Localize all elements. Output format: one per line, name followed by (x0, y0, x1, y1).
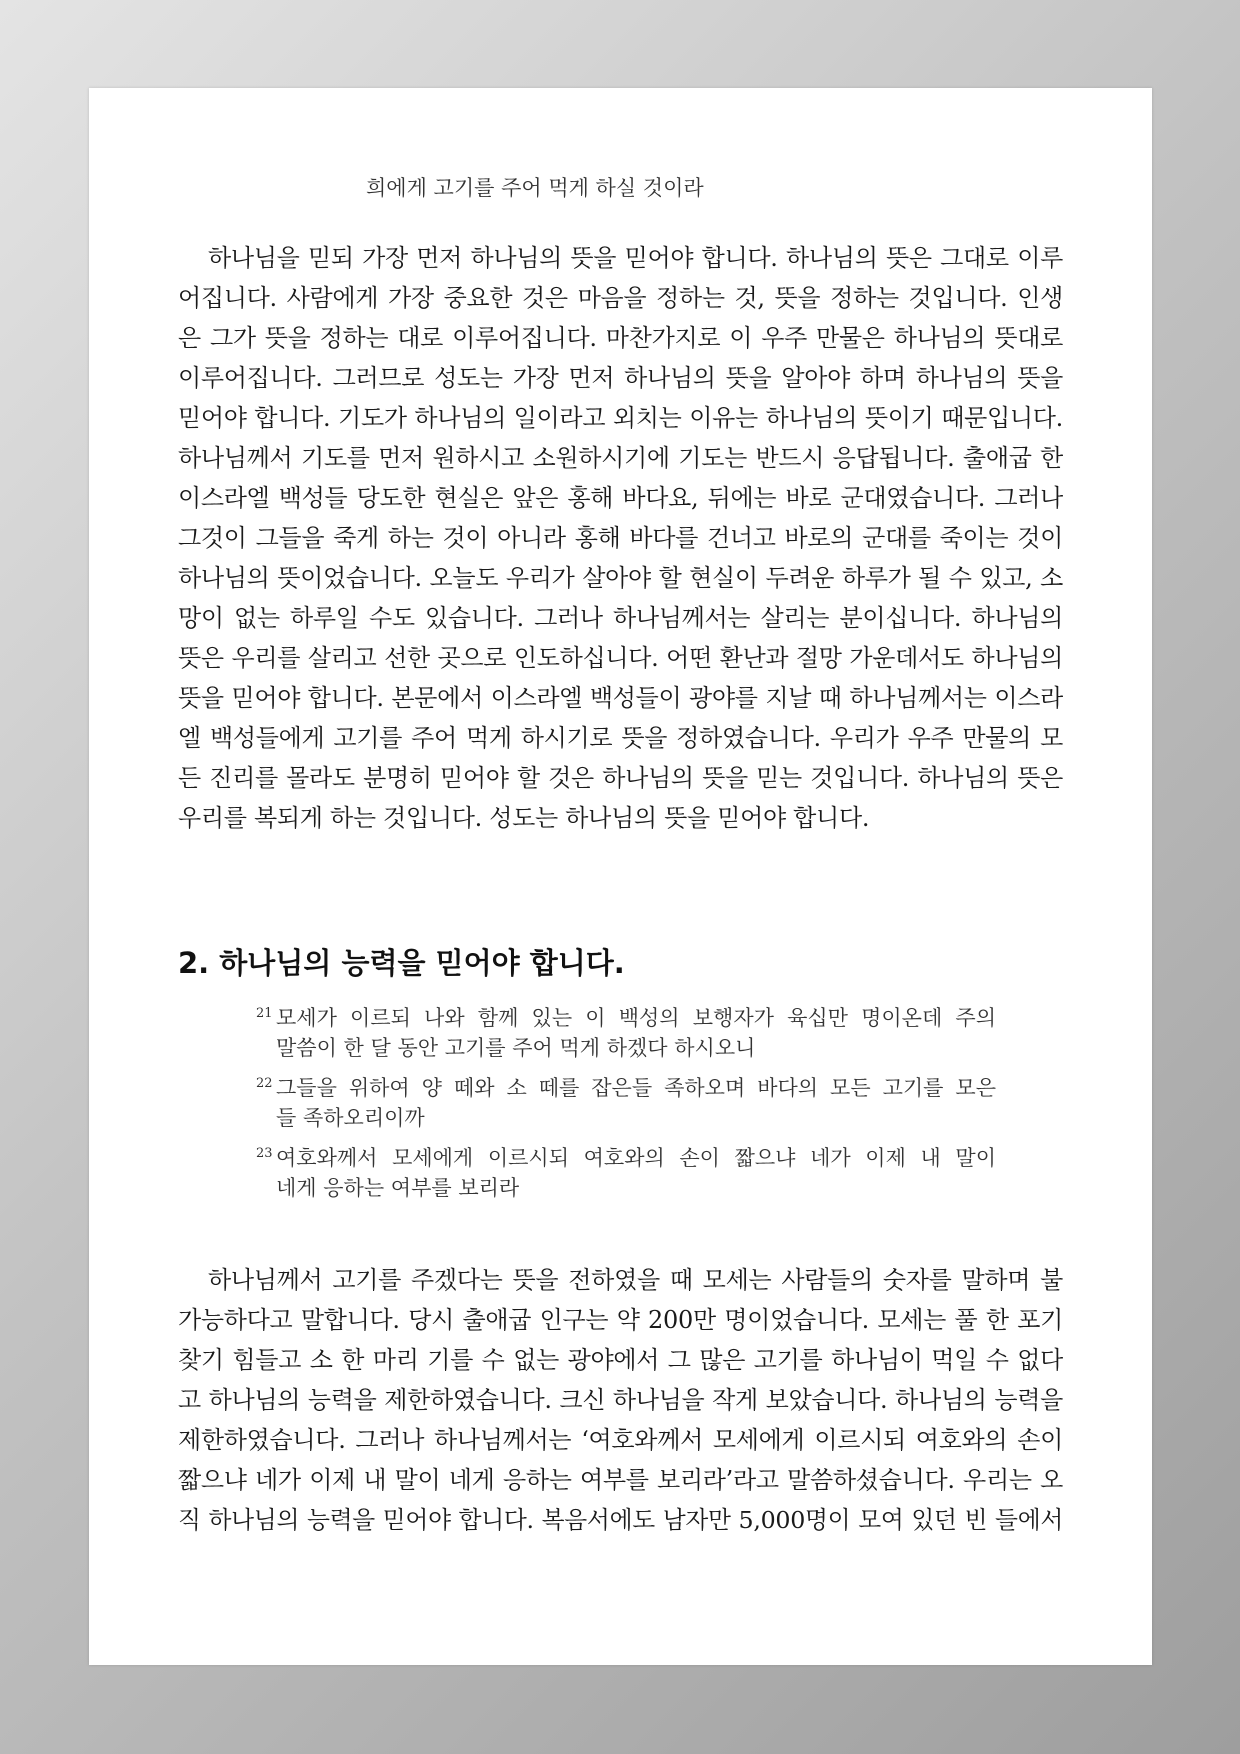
verse-number: 22 (256, 1076, 273, 1091)
paragraph-line: 망이 없는 하루일 수도 있습니다. 그러나 하나님께서는 살리는 분이십니다. 하나님의 (178, 604, 1063, 632)
paragraph-line: 우리를 복되게 하는 것입니다. 성도는 하나님의 뜻을 믿어야 합니다. (178, 804, 870, 832)
paragraph-line: 제한하였습니다. 그러나 하나님께서는 ‘여호와께서 모세에게 이르시되 여호와의 손이 (178, 1426, 1063, 1454)
paragraph-line: 어집니다. 사람에게 가장 중요한 것은 마음을 정하는 것, 뜻을 정하는 것입니다. 인생 (178, 284, 1063, 312)
verse (256, 1073, 996, 1133)
paragraph-line: 은 그가 뜻을 정하는 대로 이루어집니다. 마찬가지로 이 우주 만물은 하나님의 뜻대로 (178, 324, 1063, 352)
paragraph-line: 엘 백성들에게 고기를 주어 먹게 하시기로 뜻을 정하였습니다. 우리가 우주 만물의 모 (178, 724, 1063, 752)
paragraph-1 (178, 238, 1063, 838)
paragraph-line: 가능하다고 말합니다. 당시 출애굽 인구는 약 200만 명이었습니다. 모세는 풀 한 포기 (178, 1306, 1063, 1334)
scripture-quote (256, 1003, 996, 1213)
paragraph-line: 든 진리를 몰라도 분명히 믿어야 할 것은 하나님의 뜻을 믿는 것입니다. 하나님의 뜻은 (178, 764, 1063, 792)
paragraph-line: 짧으냐 네가 이제 내 말이 네게 응하는 여부를 보리라’라고 말씀하셨습니다. 우리는 오 (178, 1466, 1063, 1494)
paragraph-line: 그것이 그들을 죽게 하는 것이 아니라 홍해 바다를 건너고 바로의 군대를 죽이는 것이 (178, 524, 1063, 552)
paragraph-line: 믿어야 합니다. 기도가 하나님의 일이라고 외치는 이유는 하나님의 뜻이기 때문입니다. (178, 404, 1063, 432)
verse-line: 여호와께서 모세에게 이르시되 여호와의 손이 짧으냐 네가 이제 내 말이 (276, 1146, 996, 1170)
verse-number: 21 (256, 1006, 273, 1021)
verse-line: 그들을 위하여 양 떼와 소 떼를 잡은들 족하오며 바다의 모든 고기를 모은 (276, 1076, 996, 1100)
paragraph-line: 이루어집니다. 그러므로 성도는 가장 먼저 하나님의 뜻을 알아야 하며 하나님의 뜻을 (178, 364, 1063, 392)
paragraph-line: 하나님을 믿되 가장 먼저 하나님의 뜻을 믿어야 합니다. 하나님의 뜻은 그대로 이루 (208, 244, 1063, 272)
paragraph-line: 하나님께서 고기를 주겠다는 뜻을 전하였을 때 모세는 사람들의 숫자를 말하며 불 (208, 1266, 1063, 1294)
paragraph-line: 직 하나님의 능력을 믿어야 합니다. 복음서에도 남자만 5,000명이 모여 있던 빈 들에서 (178, 1506, 1063, 1534)
paragraph-line: 고 하나님의 능력을 제한하였습니다. 크신 하나님을 작게 보았습니다. 하나님의 능력을 (178, 1386, 1063, 1414)
document-page (89, 88, 1152, 1665)
section-heading: 2. 하나님의 능력을 믿어야 합니다. (178, 946, 625, 980)
verse-line: 네게 응하는 여부를 보리라 (276, 1176, 520, 1200)
paragraph-line: 뜻을 믿어야 합니다. 본문에서 이스라엘 백성들이 광야를 지날 때 하나님께서는 이스라 (178, 684, 1063, 712)
paragraph-2 (178, 1260, 1063, 1540)
paragraph-line: 찾기 힘들고 소 한 마리 기를 수 없는 광야에서 그 많은 고기를 하나님이 먹일 수 없다 (178, 1346, 1063, 1374)
verse-line: 말씀이 한 달 동안 고기를 주어 먹게 하겠다 하시오니 (276, 1036, 756, 1060)
verse (256, 1003, 996, 1063)
quote-fragment: 희에게 고기를 주어 먹게 하실 것이라 (366, 176, 704, 200)
verse-line: 모세가 이르되 나와 함께 있는 이 백성의 보행자가 육십만 명이온데 주의 (276, 1006, 996, 1030)
paragraph-line: 뜻은 우리를 살리고 선한 곳으로 인도하십니다. 어떤 환난과 절망 가운데서도 하나님의 (178, 644, 1063, 672)
paragraph-line: 하나님의 뜻이었습니다. 오늘도 우리가 살아야 할 현실이 두려운 하루가 될 수 있고, 소 (178, 564, 1063, 592)
verse-number: 23 (256, 1146, 273, 1161)
paragraph-line: 이스라엘 백성들 당도한 현실은 앞은 홍해 바다요, 뒤에는 바로 군대였습니다. 그러나 (178, 484, 1063, 512)
verse-line: 들 족하오리이까 (276, 1106, 425, 1130)
verse (256, 1143, 996, 1203)
paragraph-line: 하나님께서 기도를 먼저 원하시고 소원하시기에 기도는 반드시 응답됩니다. 출애굽 한 (178, 444, 1063, 472)
